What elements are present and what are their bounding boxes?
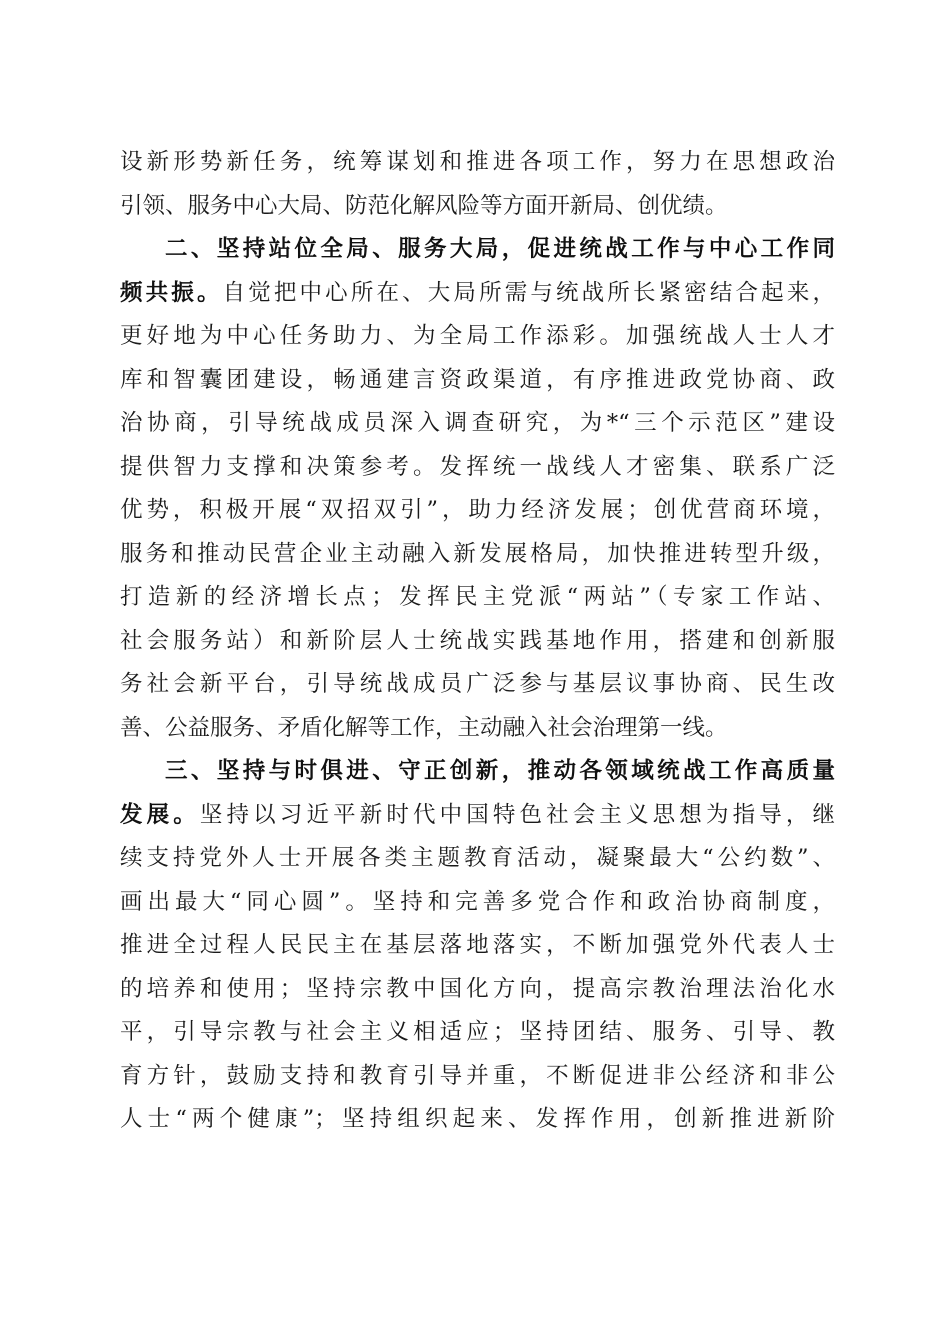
paragraph-line: 服务和推动民营企业主动融入新发展格局，加快推进转型升级， (120, 540, 835, 567)
paragraph-line: 库和智囊团建设，畅通建言资政渠道，有序推进政党协商、政 (120, 366, 835, 393)
section-three-heading: 三、坚持与时俱进、守正创新，推动各领域统战工作高质量 (165, 758, 835, 784)
paragraph-line: 打造新的经济增长点；发挥民主党派“两站”（专家工作站、 (120, 584, 835, 610)
paragraph-line: 的培养和使用；坚持宗教中国化方向，提高宗教治理法治化水 (120, 975, 835, 1002)
section-three-heading-end: 发展。 (120, 801, 200, 828)
paragraph-line: 平，引导宗教与社会主义相适应；坚持团结、服务、引导、教 (120, 1019, 835, 1045)
paragraph-line: 推进全过程人民民主在基层落地落实，不断加强党外代表人士 (120, 932, 835, 958)
paragraph-line: 提供智力支撑和决策参考。发挥统一战线人才密集、联系广泛 (120, 453, 835, 480)
paragraph-line: 设新形势新任务，统筹谋划和推进各项工作，努力在思想政治 (120, 149, 835, 175)
paragraph-line: 优势，积极开展“双招双引”，助力经济发展；创优营商环境， (120, 497, 835, 523)
paragraph-text: 坚持以习近平新时代中国特色社会主义思想为指导，继 (199, 801, 835, 828)
paragraph-line: 续支持党外人士开展各类主题教育活动，凝聚最大“公约数”、 (120, 845, 835, 871)
paragraph-line: 更好地为中心任务助力、为全局工作添彩。加强统战人士人才 (120, 323, 835, 349)
paragraph-text: 自觉把中心所在、大局所需与统战所长紧密结合起来， (222, 279, 835, 306)
document-body (120, 141, 835, 1142)
paragraph-line: 引领、服务中心大局、防范化解风险等方面开新局、创优绩。 (120, 192, 728, 219)
paragraph-line: 治协商，引导统战成员深入调查研究，为*“三个示范区”建设 (120, 410, 835, 436)
paragraph-line: 务社会新平台，引导统战成员广泛参与基层议事协商、民生改 (120, 671, 835, 697)
section-two-heading: 二、坚持站位全局、服务大局，促进统战工作与中心工作同 (165, 236, 835, 262)
section-two-heading-continued (120, 272, 835, 316)
paragraph-line: 画出最大“同心圆”。坚持和完善多党合作和政治协商制度， (120, 888, 835, 915)
paragraph-line: 社会服务站）和新阶层人士统战实践基地作用，搭建和创新服 (120, 627, 835, 654)
paragraph-line: 善、公益服务、矛盾化解等工作，主动融入社会治理第一线。 (120, 714, 728, 741)
section-two-heading-end: 频共振。 (120, 279, 223, 306)
section-three-heading-continued (120, 794, 835, 838)
paragraph-line: 育方针，鼓励支持和教育引导并重，不断促进非公经济和非公 (120, 1062, 835, 1089)
paragraph-line: 人士“两个健康”；坚持组织起来、发挥作用，创新推进新阶 (120, 1106, 835, 1132)
